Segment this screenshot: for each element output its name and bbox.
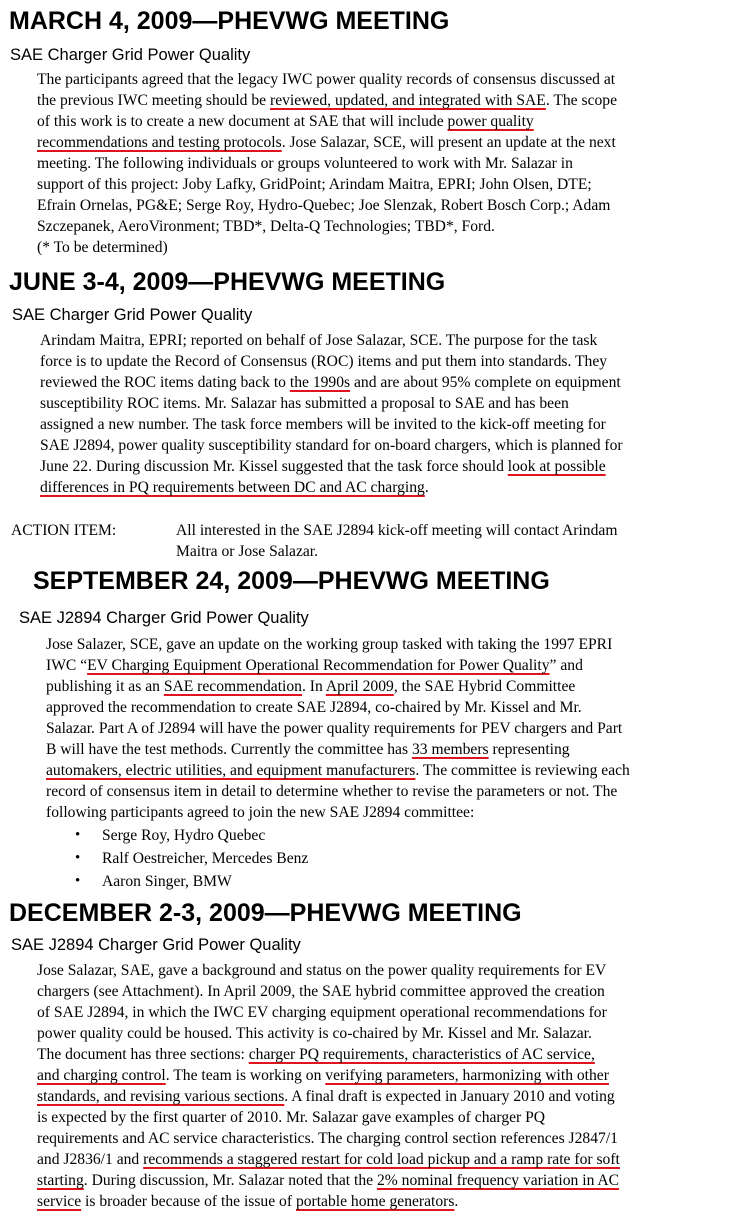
paragraph-line bbox=[37, 153, 749, 174]
paragraph-line bbox=[37, 1191, 749, 1212]
paragraph-line bbox=[46, 655, 748, 676]
section-body-september bbox=[46, 634, 748, 823]
section-body-december bbox=[37, 960, 749, 1212]
text-run: assigned a new number. The task force members will be invited to the kick-off meeting for bbox=[40, 416, 606, 433]
paragraph-line bbox=[37, 1128, 749, 1149]
participant-item: • Aaron Singer, BMW bbox=[75, 870, 308, 893]
text-run: power quality could be housed. This activity is co-chaired by Mr. Kissel and Mr. Salazar. bbox=[37, 1025, 592, 1042]
participant-list bbox=[75, 824, 308, 893]
text-run: force is to update the Record of Consensus (ROC) items and put them into standards. They bbox=[40, 353, 608, 370]
section-subheading-september: SAE J2894 Charger Grid Power Quality bbox=[19, 609, 309, 627]
text-run: Efrain Ornelas, PG&E; Serge Roy, Hydro-Quebec; Joe Slenzak, Robert Bosch Corp.; Adam bbox=[37, 197, 611, 214]
paragraph-line bbox=[46, 760, 748, 781]
text-run: reviewed the ROC items dating back to bbox=[40, 374, 290, 391]
paragraph-line bbox=[40, 393, 748, 414]
paragraph-line bbox=[37, 216, 749, 237]
highlighted-phrase: SAE recommendation bbox=[163, 678, 302, 695]
highlighted-phrase: standards, and revising various sections bbox=[37, 1088, 285, 1105]
paragraph-line bbox=[37, 1065, 749, 1086]
text-run: . Jose Salazar, SCE, will present an update at the next bbox=[281, 134, 616, 151]
section-heading-june: JUNE 3-4, 2009—PHEVWG MEETING bbox=[9, 268, 446, 296]
text-run: requirements and AC service characteristics. The charging control section references J2847/1 bbox=[37, 1130, 618, 1147]
text-run: following participants agreed to join the new SAE J2894 committee: bbox=[46, 804, 475, 821]
highlighted-phrase: charger PQ requirements, characteristics of AC service, bbox=[248, 1046, 595, 1063]
paragraph-line bbox=[37, 111, 749, 132]
paragraph-line bbox=[37, 1149, 749, 1170]
text-run: SAE J2894, power quality susceptibility standard for on-board chargers, which is planned for bbox=[40, 437, 623, 454]
text-run: meeting. The following individuals or groups volunteered to work with Mr. Salazar in bbox=[37, 155, 573, 172]
participant-item: • Ralf Oestreicher, Mercedes Benz bbox=[75, 847, 308, 870]
paragraph-line bbox=[37, 1002, 749, 1023]
section-body-march bbox=[37, 69, 749, 258]
text-run: IWC “ bbox=[46, 657, 88, 674]
highlighted-phrase: the 1990s bbox=[289, 374, 351, 391]
paragraph-line bbox=[37, 237, 749, 258]
paragraph-line bbox=[40, 330, 748, 351]
highlighted-phrase: power quality bbox=[447, 113, 534, 130]
paragraph-line bbox=[37, 1023, 749, 1044]
highlighted-phrase: verifying parameters, harmonizing with other bbox=[325, 1067, 609, 1084]
text-run: (* To be determined) bbox=[37, 239, 168, 256]
section-heading-march: MARCH 4, 2009—PHEVWG MEETING bbox=[9, 7, 450, 35]
paragraph-line bbox=[37, 69, 749, 90]
text-run: and J2836/1 and bbox=[37, 1151, 144, 1168]
text-run: is broader because of the issue of bbox=[81, 1193, 296, 1210]
text-run: The participants agreed that the legacy IWC power quality records of consensus discussed at bbox=[37, 71, 616, 88]
paragraph-line bbox=[40, 477, 748, 498]
paragraph-line bbox=[37, 195, 749, 216]
text-run: . In bbox=[301, 678, 326, 695]
section-subheading-december: SAE J2894 Charger Grid Power Quality bbox=[11, 936, 301, 954]
paragraph-line bbox=[37, 1086, 749, 1107]
text-run: susceptibility ROC items. Mr. Salazar has submitted a proposal to SAE and has been bbox=[40, 395, 569, 412]
paragraph-line bbox=[37, 90, 749, 111]
paragraph-line bbox=[37, 174, 749, 195]
text-run: The document has three sections: bbox=[37, 1046, 249, 1063]
paragraph-line bbox=[37, 1170, 749, 1191]
text-run: of this work is to create a new document at SAE that will include bbox=[37, 113, 448, 130]
text-run: . bbox=[424, 479, 429, 496]
highlighted-phrase: and charging control bbox=[37, 1067, 166, 1084]
paragraph-line bbox=[46, 697, 748, 718]
text-run: Jose Salazar, SAE, gave a background and status on the power quality requirements for EV bbox=[37, 962, 607, 979]
text-run: publishing it as an bbox=[46, 678, 164, 695]
text-run: support of this project: Joby Lafky, GridPoint; Arindam Maitra, EPRI; John Olsen, DTE; bbox=[37, 176, 592, 193]
highlighted-phrase: 2% nominal frequency variation in AC bbox=[376, 1172, 620, 1189]
text-run: Szczepanek, AeroVironment; TBD*, Delta-Q Technologies; TBD*, Ford. bbox=[37, 218, 495, 235]
text-run: representing bbox=[488, 741, 570, 758]
action-item-text-line-2: Maitra or Jose Salazar. bbox=[176, 543, 319, 560]
text-run: is expected by the first quarter of 2010. Mr. Salazar gave examples of charger PQ bbox=[37, 1109, 546, 1126]
highlighted-phrase: recommends a staggered restart for cold load pickup and a ramp rate for soft bbox=[143, 1151, 620, 1168]
paragraph-line bbox=[46, 718, 748, 739]
highlighted-phrase: portable home generators bbox=[295, 1193, 455, 1210]
paragraph-line bbox=[40, 414, 748, 435]
paragraph-line bbox=[37, 132, 749, 153]
text-run: , the SAE Hybrid Committee bbox=[393, 678, 576, 695]
section-subheading-march: SAE Charger Grid Power Quality bbox=[10, 46, 251, 64]
text-run: the previous IWC meeting should be bbox=[37, 92, 270, 109]
paragraph-line bbox=[37, 1044, 749, 1065]
text-run: of SAE J2894, in which the IWC EV charging equipment operational recommendations for bbox=[37, 1004, 607, 1021]
text-run: and are about 95% complete on equipment bbox=[350, 374, 621, 391]
section-subheading-june: SAE Charger Grid Power Quality bbox=[12, 306, 253, 324]
action-item-label: ACTION ITEM: bbox=[11, 522, 117, 539]
text-run: B will have the test methods. Currently the committee has bbox=[46, 741, 412, 758]
text-run: . The committee is reviewing each bbox=[415, 762, 630, 779]
highlighted-phrase: EV Charging Equipment Operational Recommendation for Power Quality bbox=[87, 657, 550, 674]
paragraph-line bbox=[46, 802, 748, 823]
text-run: . The scope bbox=[545, 92, 618, 109]
section-body-june bbox=[40, 330, 748, 498]
text-run: Jose Salazer, SCE, gave an update on the working group tasked with taking the 1997 EPRI bbox=[46, 636, 613, 653]
highlighted-phrase: starting bbox=[37, 1172, 84, 1189]
paragraph-line bbox=[37, 960, 749, 981]
participant-item: • Serge Roy, Hydro Quebec bbox=[75, 824, 308, 847]
text-run: chargers (see Attachment). In April 2009, the SAE hybrid committee approved the creation bbox=[37, 983, 605, 1000]
paragraph-line bbox=[46, 634, 748, 655]
text-run: record of consensus item in detail to determine whether to revise the parameters or not. The bbox=[46, 783, 618, 800]
highlighted-phrase: 33 members bbox=[411, 741, 489, 758]
section-heading-december: DECEMBER 2-3, 2009—PHEVWG MEETING bbox=[9, 899, 522, 927]
text-run: approved the recommendation to create SAE J2894, co-chaired by Mr. Kissel and Mr. bbox=[46, 699, 582, 716]
paragraph-line bbox=[46, 739, 748, 760]
text-run: . During discussion, Mr. Salazar noted that the bbox=[83, 1172, 377, 1189]
highlighted-phrase: automakers, electric utilities, and equipment manufacturers bbox=[46, 762, 416, 779]
paragraph-line bbox=[46, 676, 748, 697]
paragraph-line bbox=[37, 981, 749, 1002]
highlighted-phrase: differences in PQ requirements between DC and AC charging bbox=[40, 479, 425, 496]
highlighted-phrase: reviewed, updated, and integrated with SAE bbox=[270, 92, 546, 109]
text-run: . A final draft is expected in January 2010 and voting bbox=[284, 1088, 615, 1105]
highlighted-phrase: service bbox=[37, 1193, 82, 1210]
text-run: ” and bbox=[549, 657, 583, 674]
highlighted-phrase: April 2009 bbox=[325, 678, 394, 695]
section-heading-september: SEPTEMBER 24, 2009—PHEVWG MEETING bbox=[33, 567, 550, 595]
paragraph-line bbox=[40, 372, 748, 393]
text-run: Salazar. Part A of J2894 will have the power quality requirements for PEV chargers and Part bbox=[46, 720, 623, 737]
text-run: June 22. During discussion Mr. Kissel suggested that the task force should bbox=[40, 458, 508, 475]
paragraph-line bbox=[40, 351, 748, 372]
highlighted-phrase: recommendations and testing protocols bbox=[37, 134, 282, 151]
paragraph-line bbox=[40, 435, 748, 456]
text-run: . bbox=[454, 1193, 459, 1210]
text-run: . The team is working on bbox=[165, 1067, 326, 1084]
action-item-text-line-1: All interested in the SAE J2894 kick-off meeting will contact Arindam bbox=[176, 522, 618, 539]
text-run: Arindam Maitra, EPRI; reported on behalf of Jose Salazar, SCE. The purpose for the task bbox=[40, 332, 598, 349]
paragraph-line bbox=[40, 456, 748, 477]
paragraph-line bbox=[37, 1107, 749, 1128]
highlighted-phrase: look at possible bbox=[507, 458, 606, 475]
paragraph-line bbox=[46, 781, 748, 802]
